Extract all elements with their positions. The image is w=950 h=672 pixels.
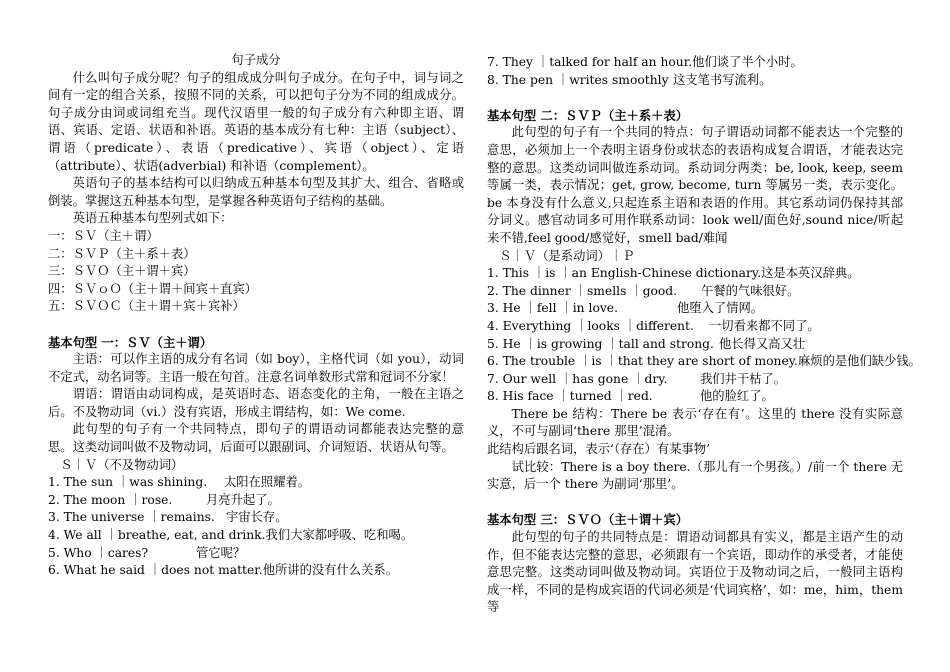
svp-label: Ｓ｜Ｖ（是系动词）｜Ｐ bbox=[499, 248, 635, 263]
intro-paragraph-3: 英语五种基本句型列式如下： bbox=[72, 211, 233, 226]
example-chinese: 他的脸红了。 bbox=[700, 389, 774, 404]
example-row bbox=[48, 509, 464, 527]
subject-note: 主语：可以作主语的成分有名词（如 boy），主格代词（如 you），动词不定式，动名词等。主语一般在句首。注意名词单数形式常和冠词不分家！ bbox=[48, 352, 464, 384]
left-column bbox=[48, 52, 464, 580]
intro-paragraph-1: 什么叫句子成分呢？句子的组成成分叫句子成分。在句子中，词与词之间有一定的组合关系，按照不同的关系，可以把句子分为不同的组成成分。句子成分由词或词组充当。现代汉语里一般的句子成分有六种即主语、谓语、宾语、定语、状语和补语。英语的基本成分有七种：主语（subject）、谓语（predicate）、表语（predicative）、宾语（object）、定语（attribute）、状语(adverbial) 和补语（complement）。 bbox=[48, 70, 464, 173]
section-heading-2: 基本句型 二：ＳＶＰ（主＋系＋表） bbox=[487, 107, 689, 123]
example-english: 3. The universe ｜remains. bbox=[48, 510, 215, 525]
sv-label: Ｓ｜Ｖ（不及物动词） bbox=[60, 457, 184, 472]
section-heading-3: 基本句型 三：ＳＶＯ（主＋谓＋宾） bbox=[487, 512, 689, 528]
example-english: 7. They ｜talked for half an hour. bbox=[487, 55, 693, 69]
example-row bbox=[48, 545, 464, 563]
example-chinese: 他长得又高又壮 bbox=[719, 336, 806, 351]
there-be-note-2: 此结构后跟名词，表示‘（存在）有某事物’ bbox=[487, 442, 711, 457]
section-heading-1: 基本句型 一：ＳＶ（主＋谓） bbox=[48, 334, 213, 350]
example-english: 8. His face ｜turned ｜red. bbox=[487, 389, 653, 404]
example-english: 7. Our well ｜has gone ｜dry. bbox=[487, 371, 668, 386]
example-row bbox=[487, 353, 921, 371]
example-row bbox=[487, 265, 903, 283]
example-row bbox=[487, 54, 903, 72]
pattern-1: 一：ＳＶ（主＋谓） bbox=[48, 228, 159, 243]
example-english: 8. The pen ｜writes smoothly bbox=[487, 72, 669, 87]
example-chinese: 我们井干枯了。 bbox=[700, 371, 787, 386]
example-english: 4. We all ｜breathe, eat, and drink. bbox=[48, 528, 266, 543]
example-row bbox=[48, 474, 464, 492]
spacer bbox=[48, 316, 464, 334]
example-chinese: 这是本英汉辞典。 bbox=[761, 266, 860, 281]
example-english: 1. The sun ｜was shining. bbox=[48, 475, 208, 490]
example-row bbox=[48, 527, 464, 545]
example-english: 3. He ｜fell ｜in love. bbox=[487, 301, 618, 316]
predicate-note: 谓语：谓语由动词构成，是英语时态、语态变化的主角，一般在主语之后。不及物动词（vi.）没有宾语，形成主谓结构，如：We come. bbox=[48, 387, 464, 419]
example-english: 2. The dinner ｜smells ｜good. bbox=[487, 283, 678, 298]
example-chinese: 太阳在照耀着。 bbox=[224, 475, 311, 490]
sv-note: 此句型的句子有一个共同特点，即句子的谓语动词都能表达完整的意思。这类动词叫做不及物动词，后面可以跟副词、介词短语、状语从句等。 bbox=[48, 422, 464, 455]
example-row bbox=[48, 562, 464, 580]
right-column bbox=[487, 54, 921, 617]
example-english: 1. This ｜is ｜an English-Chinese dictionary. bbox=[487, 266, 762, 281]
example-row bbox=[487, 318, 903, 336]
example-english: 2. The moon ｜rose. bbox=[48, 492, 173, 507]
example-english: 4. Everything ｜looks ｜different. bbox=[487, 318, 694, 333]
example-row bbox=[48, 492, 464, 510]
example-chinese: 宇宙长存。 bbox=[226, 510, 288, 525]
pattern-3: 三：ＳＶＯ（主＋谓＋宾） bbox=[48, 264, 196, 279]
spacer bbox=[487, 494, 903, 512]
example-chinese: 月亮升起了。 bbox=[206, 492, 280, 507]
svo-note: 此句型的句子的共同特点是：谓语动词都具有实义，都是主语产生的动作，但不能表达完整的意思，必须跟有一个宾语，即动作的承受者，才能使意思完整。这类动词叫做及物动词。宾语位于及物动词之后，一般同主语构成一样，不同的是构成宾语的代词必须是‘代词宾格’，如：me，him，them 等 bbox=[487, 530, 903, 615]
page-title: 句子成分 bbox=[231, 53, 281, 67]
intro-paragraph-2: 英语句子的基本结构可以归纳成五种基本句型及其扩大、组合、省略或倒装。掌握这五种基本句型，是掌握各种英语句子结构的基础。 bbox=[48, 176, 464, 208]
there-be-note-3: 试比较：There is a boy there.（那儿有一个男孩。）/前一个 there 无实意，后一个 there 为副词‘那里’。 bbox=[487, 459, 903, 492]
pattern-2: 二：ＳＶＰ（主＋系＋表） bbox=[48, 246, 196, 261]
example-chinese: 我们大家都呼吸、吃和喝。 bbox=[265, 528, 414, 543]
example-chinese: 麻烦的是他们缺少钱。 bbox=[797, 354, 921, 369]
example-row bbox=[487, 300, 903, 318]
there-be-note-1: There be 结构：There be 表示‘存在有’。这里的 there 没有实际意义，不可与副词‘there 那里’混淆。 bbox=[487, 406, 903, 439]
example-chinese: 他所讲的没有什么关系。 bbox=[262, 563, 398, 578]
example-english: 6. The trouble ｜is ｜that they are short of money. bbox=[487, 354, 798, 369]
example-chinese: 他们谈了半个小时。 bbox=[692, 55, 803, 69]
sv-examples bbox=[48, 474, 464, 580]
example-chinese: 午餐的气味很好。 bbox=[701, 283, 800, 298]
spacer bbox=[487, 89, 903, 107]
example-row bbox=[487, 283, 903, 301]
svp-examples bbox=[487, 265, 921, 406]
example-row bbox=[487, 371, 903, 389]
example-english: 5. He ｜is growing ｜tall and strong. bbox=[487, 336, 714, 351]
example-english: 6. What he said ｜does not matter. bbox=[48, 563, 263, 578]
example-row bbox=[487, 72, 903, 90]
pattern-4: 四：ＳＶｏＯ（主＋谓＋间宾＋直宾） bbox=[48, 281, 258, 296]
pattern-5: 五：ＳＶＯＣ（主＋谓＋宾＋宾补） bbox=[48, 299, 245, 314]
example-english: 5. Who ｜cares? bbox=[48, 545, 149, 560]
example-chinese: 管它呢？ bbox=[196, 545, 246, 560]
example-row bbox=[487, 388, 903, 406]
svp-note: 此句型的句子有一个共同的特点：句子谓语动词都不能表达一个完整的意思，必须加上一个表明主语身份或状态的表语构成复合谓语，才能表达完整的意思。这类动词叫做连系动词。系动词分两类：be, look, keep, seem 等属一类，表示情况；get, grow, become, turn 等属另一类，表示变化。be 本身没有什么意义,只起连系主语和表语的作用。其它系动词仍保持其部分词义。感官动词多可用作联系动词：look well/面色好,sound nice/听起来不错,feel good/感觉好，smell bad/难闻 bbox=[487, 125, 903, 245]
example-row bbox=[487, 336, 903, 354]
example-chinese: 他堕入了情网。 bbox=[677, 301, 764, 316]
sv-examples-continued bbox=[487, 54, 903, 89]
example-chinese: 一切看来都不同了。 bbox=[709, 318, 820, 333]
example-chinese: 这支笔书写流利。 bbox=[673, 72, 772, 87]
